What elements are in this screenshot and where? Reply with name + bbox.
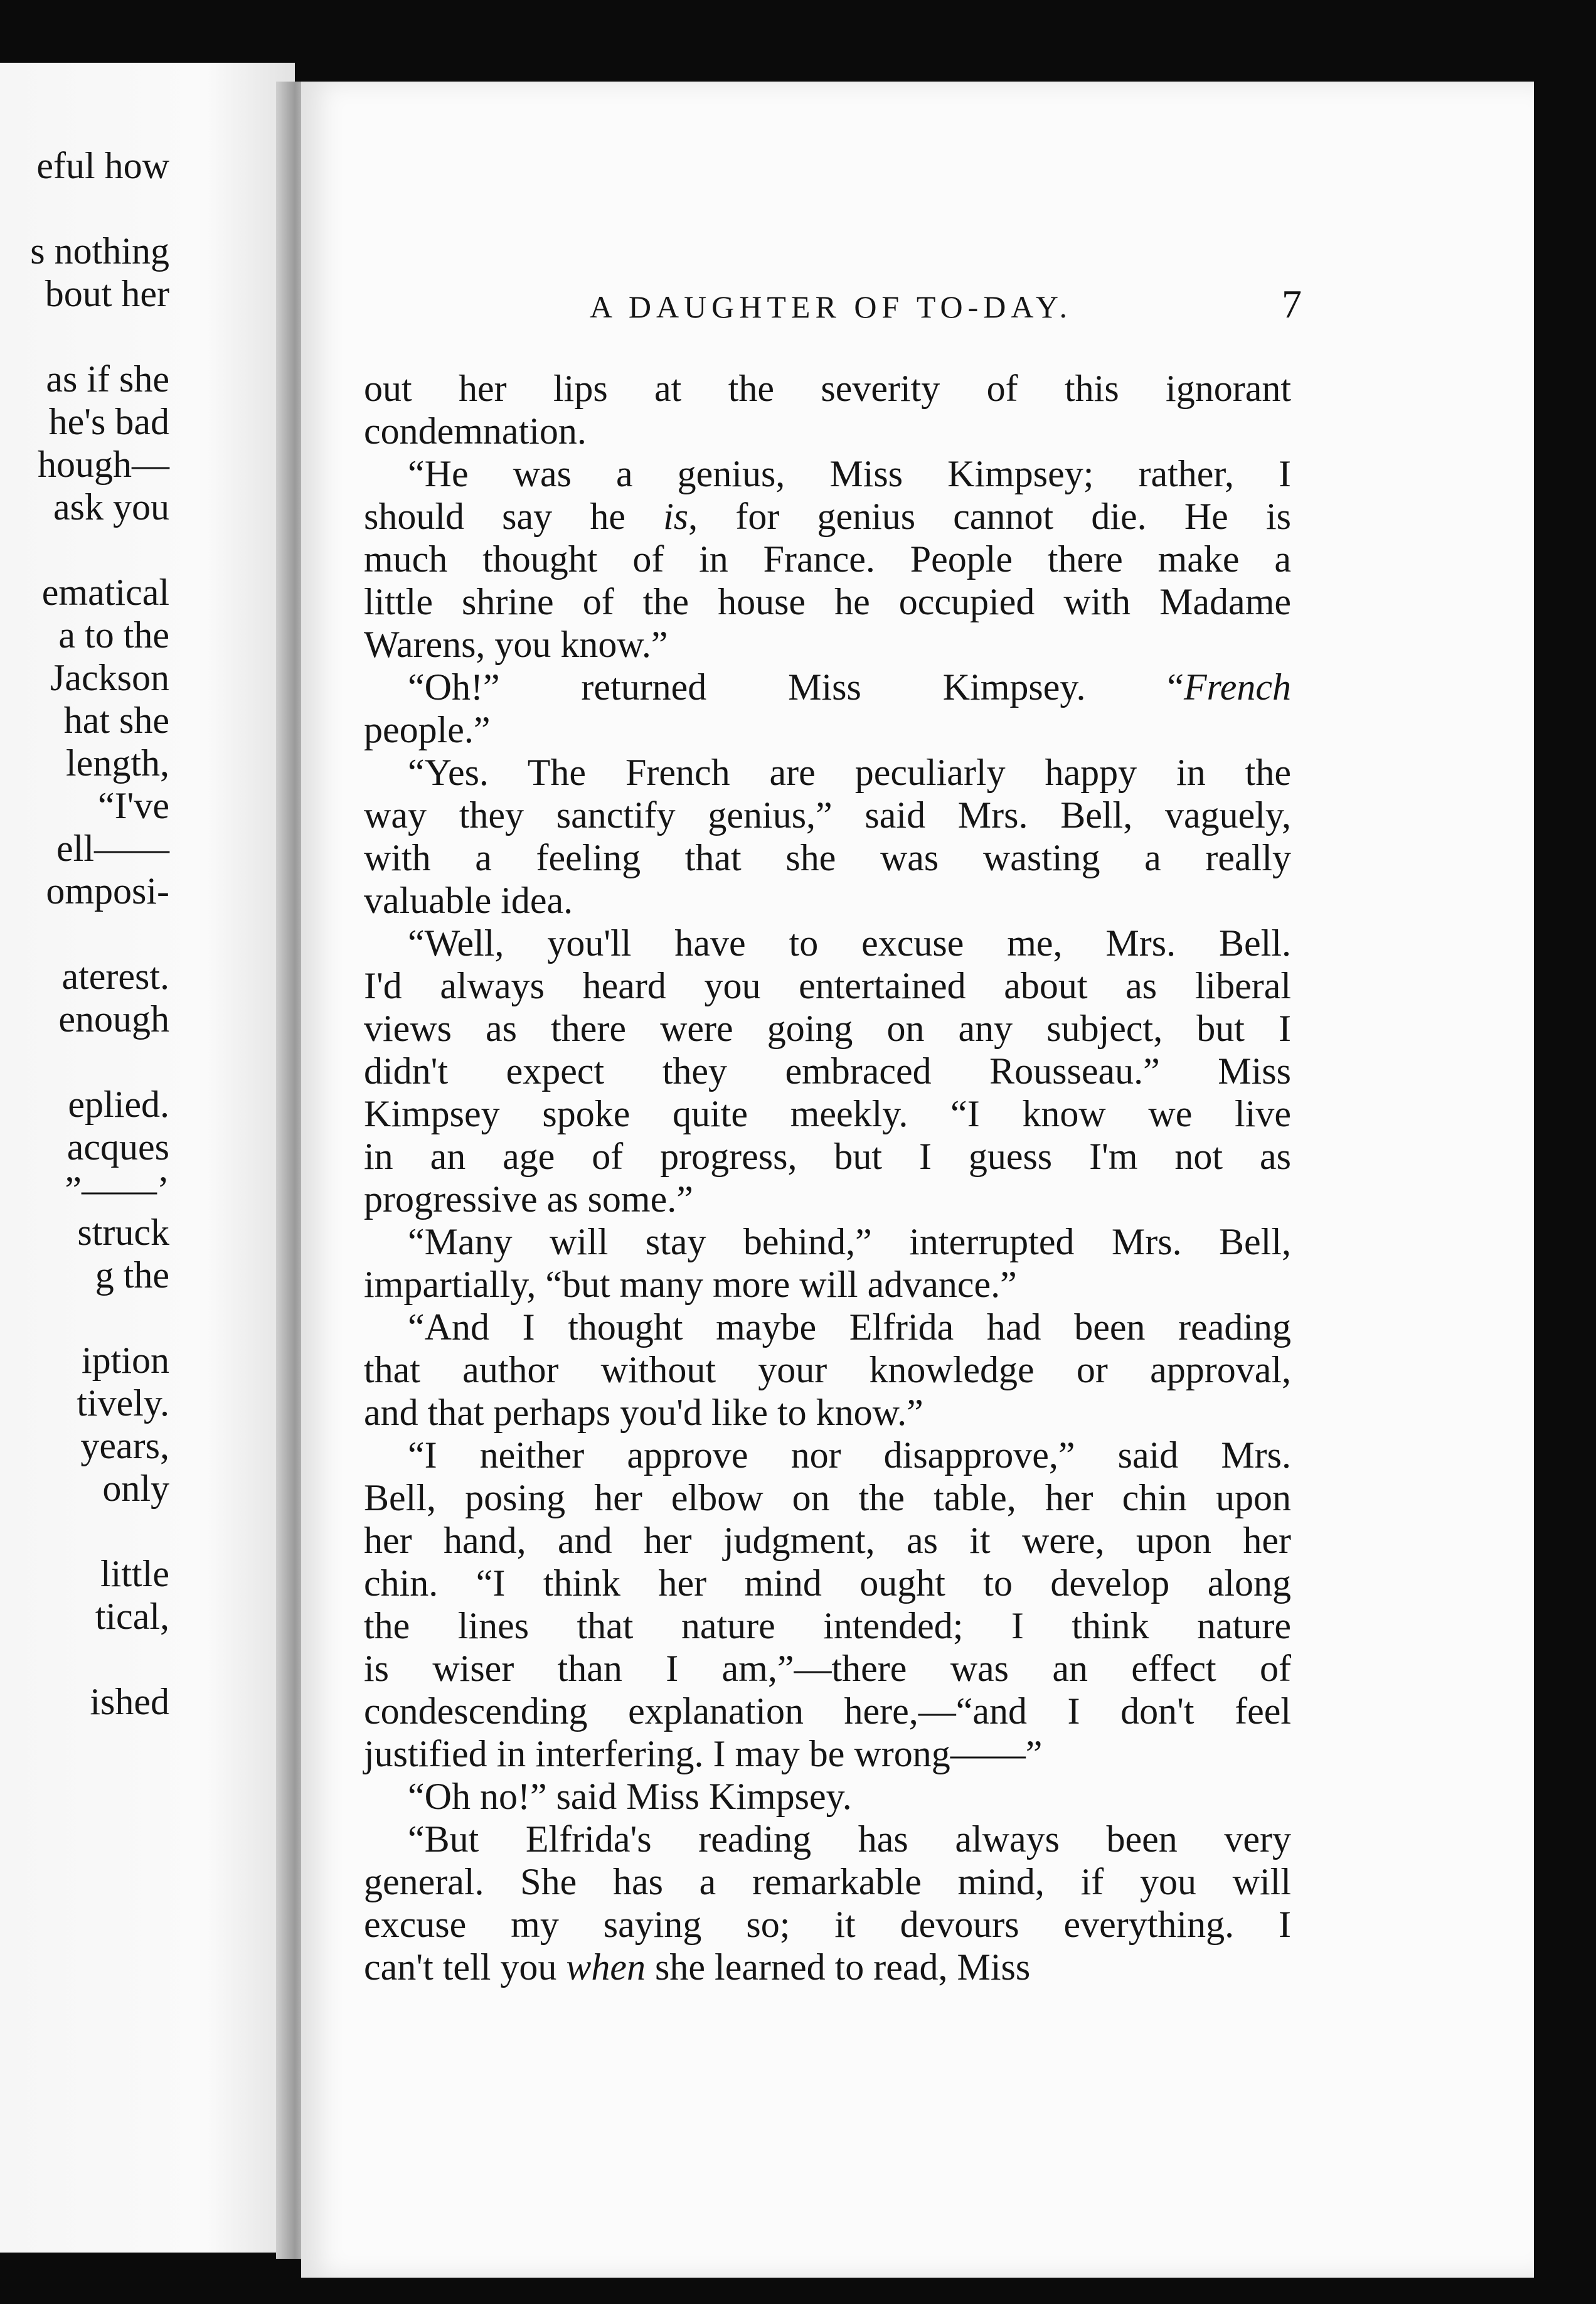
left-page-fragment: tively. [77, 1382, 169, 1424]
text-line: “Oh no!” said Miss Kimpsey. [408, 1776, 852, 1817]
left-page-fragment: acques [66, 1126, 169, 1168]
text-line: out her lips at the severity of this ignorant [364, 368, 1291, 409]
text-line: “But Elfrida's reading has always been very [408, 1818, 1291, 1860]
text-line: and that perhaps you'd like to know.” [364, 1392, 923, 1433]
text-line: excuse my saying so; it devours everything. I [364, 1904, 1291, 1945]
left-page-fragment: as if she [46, 358, 169, 400]
left-page-fragment: bout her [45, 273, 169, 314]
text-line: “And I thought maybe Elfrida had been reading [408, 1306, 1291, 1348]
left-page-fragment: omposi- [46, 870, 169, 912]
left-page-fragment: he's bad [48, 401, 169, 442]
left-page-fragment: a to the [58, 614, 169, 656]
left-page-fragment: enough [58, 998, 169, 1040]
left-page-fragment: aterest. [61, 956, 169, 997]
text-line: condemnation. [364, 410, 587, 452]
text-line: chin. “I think her mind ought to develop along [364, 1562, 1291, 1604]
text-line: impartially, “but many more will advance.” [364, 1264, 1017, 1305]
text-line: the lines that nature intended; I think nature [364, 1605, 1291, 1646]
left-page-fragment: eplied. [68, 1084, 169, 1125]
text-line: people.” [364, 709, 491, 750]
text-line: in an age of progress, but I guess I'm not as [364, 1136, 1291, 1177]
right-page [301, 82, 1534, 2278]
left-page-fragment: struck [77, 1212, 169, 1253]
text-line: Warens, you know.” [364, 624, 668, 665]
text-line: “Many will stay behind,” interrupted Mrs. Bell, [408, 1221, 1291, 1262]
left-page-fragment: iption [81, 1340, 169, 1381]
text-line: way they sanctify genius,” said Mrs. Bell, vaguely, [364, 794, 1291, 836]
left-page-fragment: length, [66, 742, 169, 784]
text-line: “I neither approve nor disapprove,” said Mrs. [408, 1434, 1291, 1476]
text-line: is wiser than I am,”—there was an effect of [364, 1648, 1291, 1689]
text-line: should say he is, for genius cannot die. He is [364, 496, 1291, 537]
text-line: that author without your knowledge or approval, [364, 1349, 1291, 1390]
text-line: I'd always heard you entertained about as liberal [364, 965, 1291, 1006]
left-page-fragment: “I've [97, 785, 169, 826]
text-line: “Yes. The French are peculiarly happy in the [408, 752, 1291, 793]
left-page-fragment: g the [95, 1254, 169, 1296]
text-line: “He was a genius, Miss Kimpsey; rather, I [408, 453, 1291, 494]
running-head: A DAUGHTER OF TO-DAY. [590, 289, 1073, 324]
text-line: didn't expect they embraced Rousseau.” Miss [364, 1050, 1291, 1092]
text-line: “Well, you'll have to excuse me, Mrs. Bell. [408, 922, 1291, 964]
text-line: justified in interfering. I may be wrong——” [364, 1733, 1043, 1774]
left-page-fragment: ematical [41, 572, 169, 613]
text-line: “Oh!” returned Miss Kimpsey. “French [408, 666, 1291, 708]
page-number: 7 [1282, 282, 1302, 326]
left-facing-page [0, 63, 295, 2253]
body-text [364, 367, 1291, 1988]
left-page-fragment: only [102, 1468, 169, 1509]
left-page-fragment: s nothing [30, 230, 169, 272]
text-line: with a feeling that she was wasting a really [364, 837, 1291, 878]
left-page-fragment: little [100, 1553, 169, 1594]
text-line: views as there were going on any subject, but I [364, 1008, 1291, 1049]
left-page-fragment: years, [80, 1425, 169, 1466]
left-page-fragment: ”——’ [65, 1169, 169, 1210]
text-line: can't tell you when she learned to read, Miss [364, 1946, 1031, 1988]
text-line: condescending explanation here,—“and I don't feel [364, 1690, 1291, 1732]
text-line: much thought of in France. People there make a [364, 538, 1291, 580]
text-line: progressive as some.” [364, 1178, 693, 1220]
text-line: Kimpsey spoke quite meekly. “I know we live [364, 1093, 1291, 1134]
text-line: Bell, posing her elbow on the table, her chin upon [364, 1477, 1291, 1518]
left-page-fragment: tical, [95, 1596, 169, 1637]
left-page-fragment: eful how [36, 145, 169, 186]
left-page-fragment: hat she [63, 700, 169, 741]
left-page-fragment: Jackson [50, 657, 169, 698]
left-page-fragment: ell—— [56, 828, 169, 869]
left-page-fragment: ished [90, 1681, 169, 1722]
text-line: her hand, and her judgment, as it were, upon her [364, 1520, 1291, 1561]
text-line: general. She has a remarkable mind, if you will [364, 1861, 1291, 1902]
left-page-fragment: ask you [53, 486, 169, 528]
text-line: valuable idea. [364, 880, 573, 921]
text-line: little shrine of the house he occupied with Madame [364, 581, 1291, 622]
left-page-fragment: hough— [38, 444, 169, 485]
